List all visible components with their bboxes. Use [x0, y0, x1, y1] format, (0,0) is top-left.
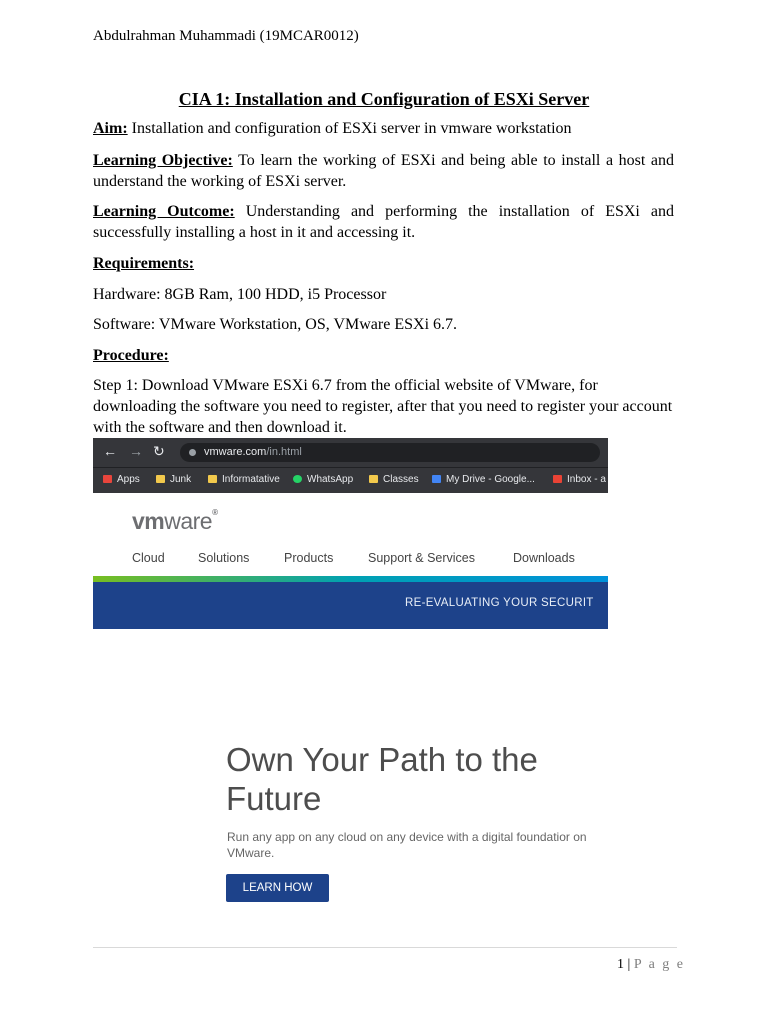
drive-icon: [432, 475, 441, 483]
learning-outcome-label: Learning Outcome:: [93, 203, 235, 220]
bookmark-junk[interactable]: Junk: [156, 474, 191, 485]
bookmarks-bar: [93, 467, 608, 493]
reload-icon[interactable]: ↻: [153, 443, 165, 459]
procedure-step-1: Step 1: Download VMware ESXi 6.7 from the official website of VMware, for downloading the software you need to register, after that you need to register your account with the software and then download it.: [93, 377, 673, 436]
nav-support-services[interactable]: Support & Services: [368, 551, 475, 565]
requirements-heading: Requirements:: [93, 255, 195, 272]
gmail-icon: [553, 475, 562, 483]
nav-products[interactable]: Products: [284, 551, 334, 565]
vmware-logo[interactable]: vmware®: [132, 508, 218, 534]
learn-how-button[interactable]: LEARN HOW: [226, 874, 329, 902]
classroom-icon: [369, 475, 378, 483]
vmware-hero-screenshot: [226, 735, 626, 905]
hardware-requirement: Hardware: 8GB Ram, 100 HDD, i5 Processor: [93, 286, 387, 303]
software-requirement: Software: VMware Workstation, OS, VMware ESXi 6.7.: [93, 316, 458, 333]
aim-paragraph: [93, 118, 674, 139]
learning-objective-text: To learn the working of ESXi and being able to install a host and understand the working of ESXi server.: [93, 152, 674, 190]
page-number: 1 | P a g e: [617, 957, 686, 972]
bookmark-my-drive[interactable]: My Drive - Google...: [432, 474, 535, 485]
promo-banner-text: RE-EVALUATING YOUR SECURIT: [405, 597, 594, 609]
bookmark-apps[interactable]: Apps: [103, 474, 140, 485]
vmware-site-screenshot: [93, 438, 608, 629]
bookmark-classes[interactable]: Classes: [369, 474, 419, 485]
bookmark-informatative[interactable]: Informatative: [208, 474, 280, 485]
footer-divider: [93, 947, 677, 948]
back-arrow-icon[interactable]: ←: [103, 443, 117, 459]
learning-objective-label: Learning Objective:: [93, 152, 233, 169]
bookmark-whatsapp[interactable]: WhatsApp: [293, 474, 353, 485]
hero-title: Own Your Path to the Future: [226, 741, 538, 817]
folder-icon: [156, 475, 165, 483]
bookmark-inbox[interactable]: Inbox - a: [553, 474, 606, 485]
whatsapp-icon: [293, 475, 302, 483]
document-title: CIA 1: Installation and Configuration of ESXi Server: [178, 89, 590, 109]
site-info-icon[interactable]: [189, 449, 196, 456]
forward-arrow-icon[interactable]: →: [129, 443, 143, 459]
url-host: vmware.com: [204, 446, 267, 458]
aim-text: Installation and configuration of ESXi server in vmware workstation: [127, 120, 572, 137]
nav-cloud[interactable]: Cloud: [132, 551, 165, 565]
learning-outcome-text: Understanding and performing the installation of ESXi and successfully installing a host in it and accessing it.: [93, 203, 674, 241]
document-header-author: Abdulrahman Muhammadi (19MCAR0012): [93, 28, 359, 44]
nav-downloads[interactable]: Downloads: [513, 551, 575, 565]
hero-subtitle: Run any app on any cloud on any device with a digital foundatior on VMware.: [227, 830, 587, 860]
learning-objective-paragraph: [93, 150, 674, 192]
apps-grid-icon: [103, 475, 112, 483]
aim-label: Aim:: [93, 120, 128, 137]
folder-icon: [208, 475, 217, 483]
url-field[interactable]: [180, 443, 600, 462]
procedure-heading: Procedure:: [93, 347, 169, 364]
nav-solutions[interactable]: Solutions: [198, 551, 250, 565]
browser-address-bar: [93, 438, 608, 467]
url-path: /in.html: [266, 446, 302, 458]
learning-outcome-paragraph: [93, 201, 674, 243]
